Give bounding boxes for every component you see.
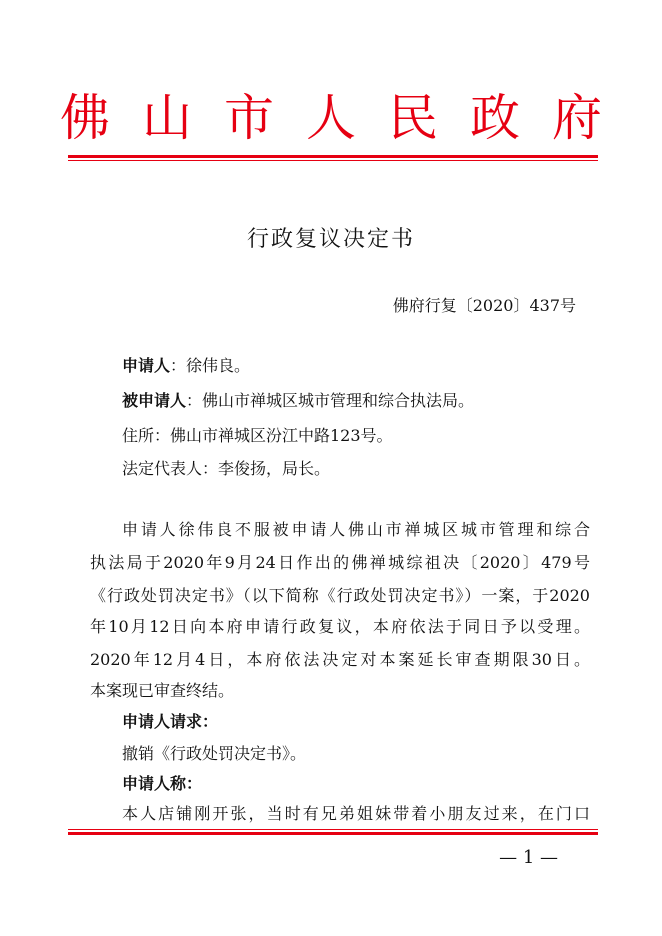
claim-text-line: 本人店铺刚开张，当时有兄弟姐妹带着小朋友过来，在门口 — [122, 804, 590, 823]
applicant-line — [122, 354, 590, 378]
government-header-title: 佛山市人民政府 — [60, 89, 634, 147]
applicant-label: 申请人 — [122, 356, 171, 375]
legal-representative: 法定代表人：李俊扬，局长。 — [122, 459, 331, 478]
paragraph-line: 《行政处罚决定书》（以下简称《行政处罚决定书》）一案，于2020 — [90, 586, 590, 605]
document-title: 行政复议决定书 — [246, 227, 415, 252]
paragraph-line: 年10月12日向本府申请行政复议，本府依法于同日予以受理。 — [90, 617, 590, 636]
respondent-value: ：佛山市禅城区城市管理和综合执法局。 — [186, 391, 475, 410]
footer-divider-thin — [68, 829, 598, 830]
applicant-value: ：徐伟良。 — [170, 356, 251, 375]
paragraph-line: 2020年12月4日，本府依法决定对本案延长审查期限30日。 — [90, 650, 590, 669]
respondent-line — [122, 389, 590, 413]
paragraph-line: 本案现已审查终结。 — [90, 681, 235, 700]
paragraph-line: 申请人徐伟良不服被申请人佛山市禅城区城市管理和综合 — [122, 520, 590, 539]
header-divider-thick — [68, 155, 598, 158]
header-divider-thin — [68, 160, 598, 161]
request-text: 撤销《行政处罚决定书》。 — [122, 744, 307, 763]
respondent-label: 被申请人 — [122, 391, 187, 410]
paragraph-line: 执法局于2020年9月24日作出的佛禅城综祖决〔2020〕479号 — [90, 553, 590, 572]
respondent-address: 住所：佛山市禅城区汾江中路123号。 — [122, 426, 393, 445]
footer-divider-thick — [68, 832, 598, 835]
page-number: — 1 — — [499, 847, 558, 868]
claim-heading: 申请人称： — [122, 774, 203, 793]
document-number: 佛府行复〔2020〕437号 — [392, 296, 576, 315]
request-heading: 申请人请求： — [122, 712, 219, 731]
